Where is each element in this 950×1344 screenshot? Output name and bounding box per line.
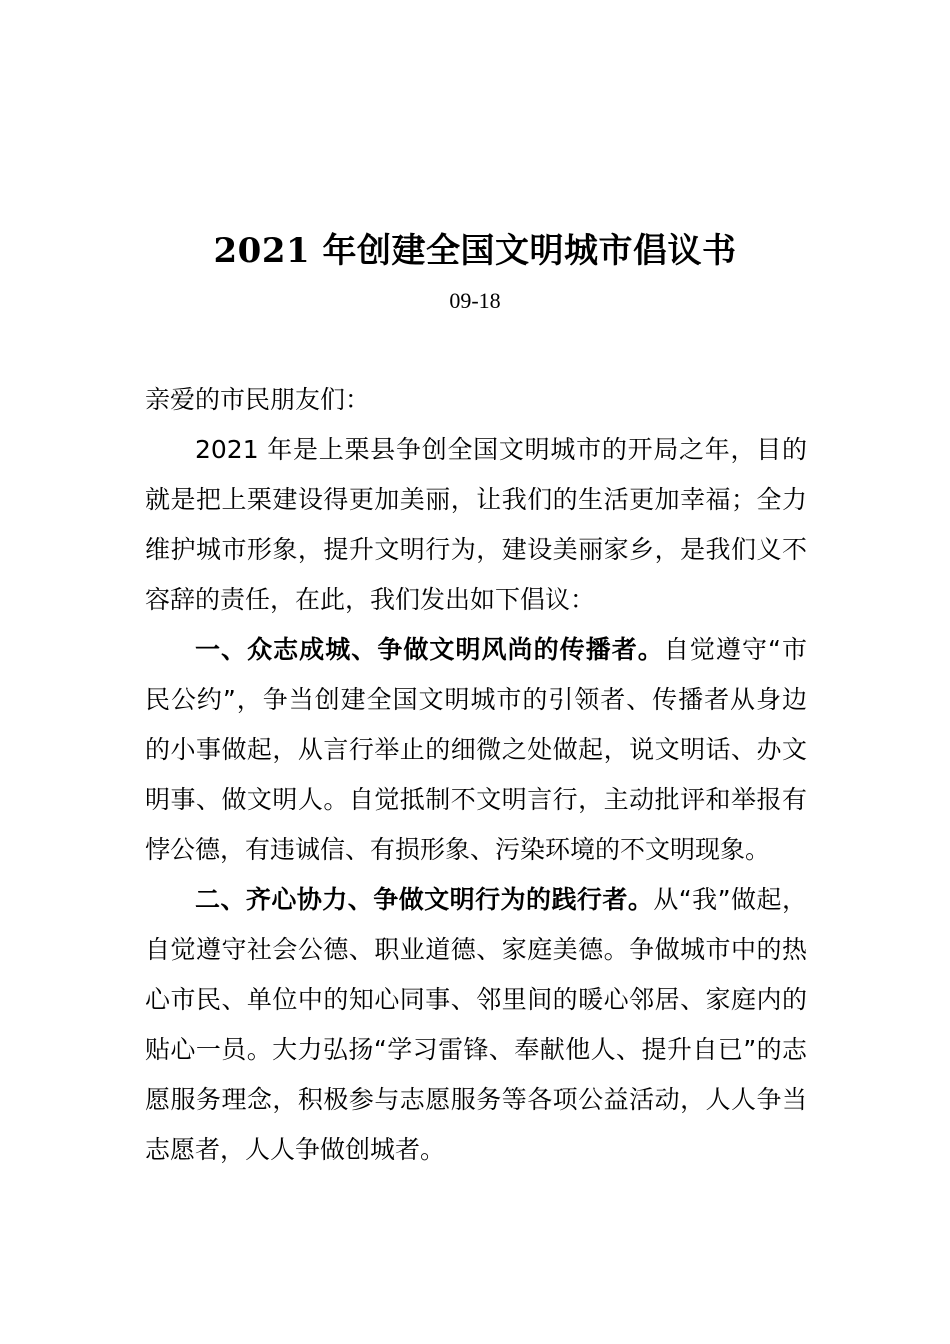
document-title: 2021 年创建全国文明城市倡议书 — [213, 231, 737, 271]
document-date: 09-18 — [449, 288, 501, 313]
paragraph-intro-text: 2021 年是上栗县争创全国文明城市的开局之年，目的就是把上栗建设得更加美丽，让我们的生活更加幸福；全力维护城市形象，提升文明行为，建设美丽家乡，是我们义不容辞的责任，在此，我们发出如下倡议： — [145, 435, 807, 614]
paragraph-intro — [145, 425, 807, 625]
paragraph-item-1-text: 自觉遵守“市民公约”，争当创建全国文明城市的引领者、传播者从身边的小事做起，从言行举止的细微之处做起，说文明话、办文明事、做文明人。自觉抵制不文明言行，主动批评和举报有悖公德，有违诚信、有损形象、污染环境的不文明现象。 — [145, 635, 807, 864]
document-body — [145, 375, 807, 1175]
paragraph-item-1-heading: 一、众志成城、争做文明风尚的传播者。 — [195, 635, 664, 664]
paragraph-item-2 — [145, 875, 807, 1175]
paragraph-item-2-heading: 二、齐心协力、争做文明行为的践行者。 — [195, 885, 654, 914]
paragraph-item-1 — [145, 625, 807, 875]
salutation: 亲爱的市民朋友们： — [145, 385, 371, 414]
paragraph-item-2-text: 从“我”做起，自觉遵守社会公德、职业道德、家庭美德。争做城市中的热心市民、单位中的知心同事、邻里间的暖心邻居、家庭内的贴心一员。大力弘扬“学习雷锋、奉献他人、提升自已”的志愿服务理念，积极参与志愿服务等各项公益活动，人人争当志愿者，人人争做创城者。 — [145, 885, 807, 1164]
